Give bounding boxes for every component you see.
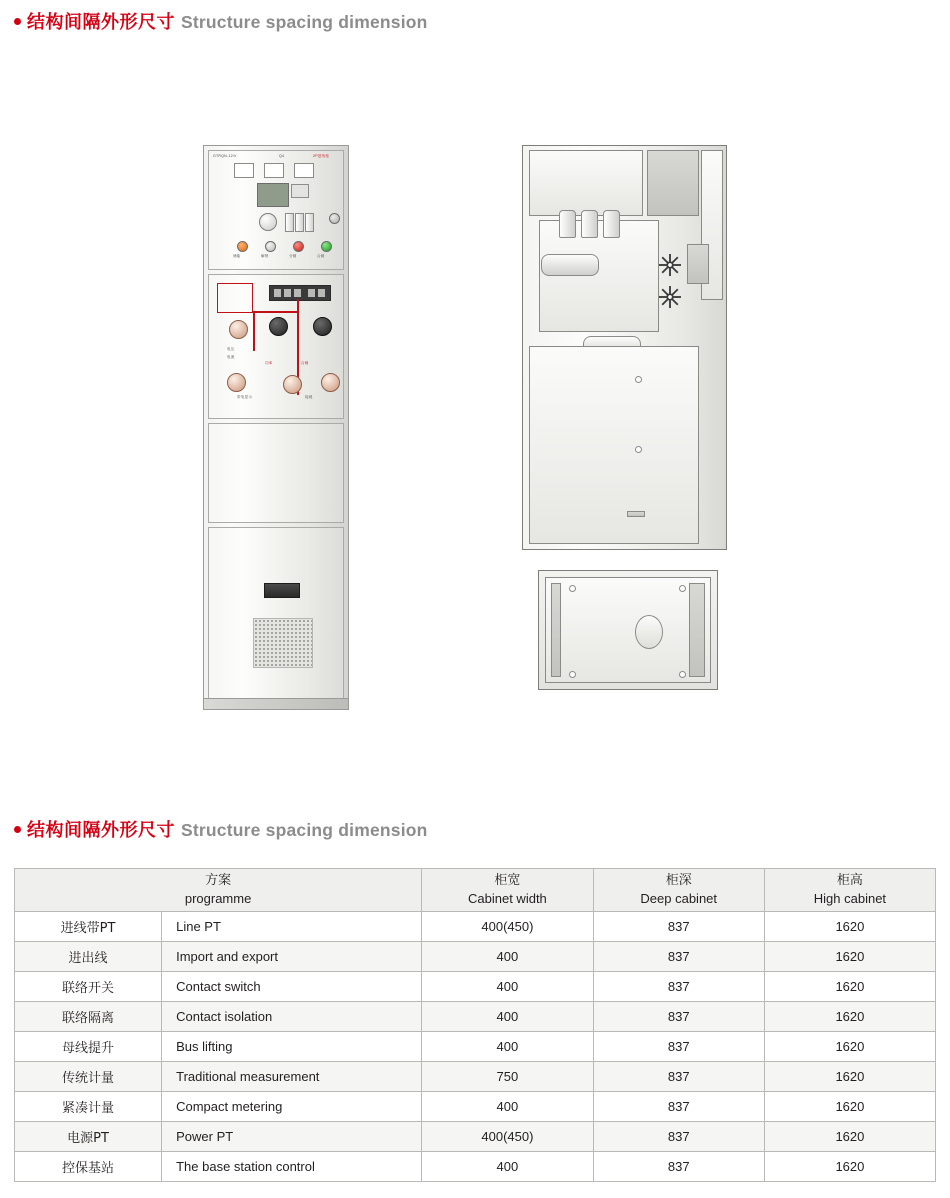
- section-heading-top-en: Structure spacing dimension: [181, 12, 428, 32]
- mechanism-box: [687, 244, 709, 284]
- cabinet-side-view: [522, 145, 727, 550]
- table-header: [15, 869, 936, 912]
- cell-cabinet-width: 400: [422, 972, 593, 1002]
- terminal-a2: [227, 373, 246, 392]
- header-programme-cn: 方案: [205, 873, 232, 889]
- cell-cabinet-width: 400: [422, 1032, 593, 1062]
- table-row: [15, 912, 936, 942]
- panel-cell-label: Q4: [279, 154, 285, 158]
- table-body: [15, 912, 936, 1182]
- table-row: [15, 942, 936, 972]
- front-panel-cable: [208, 527, 344, 705]
- side-gas-tank: [539, 220, 659, 332]
- table-row: [15, 1122, 936, 1152]
- cell-scheme-en: The base station control: [162, 1152, 422, 1182]
- mimic-branch: [253, 311, 255, 351]
- cell-cabinet-height: 1620: [764, 1002, 935, 1032]
- cell-cabinet-depth: 837: [593, 912, 764, 942]
- mimic-label-2: 电流: [227, 355, 235, 359]
- door-handle[interactable]: [264, 583, 300, 598]
- header-depth-en: Deep cabinet: [640, 891, 718, 906]
- plan-outer-frame: [545, 577, 711, 683]
- switch-slot-1[interactable]: [285, 213, 294, 232]
- cabinet-base: [204, 698, 348, 709]
- cell-scheme-cn: 进线带PT: [15, 912, 162, 942]
- front-panel-mimic: [208, 274, 344, 419]
- meter-display-right: [294, 163, 314, 178]
- front-panel-control: [208, 150, 344, 270]
- terminal-c2: [321, 373, 340, 392]
- cell-cabinet-depth: 837: [593, 1092, 764, 1122]
- mimic-label-4: 合闸: [301, 361, 309, 365]
- spec-table: [14, 868, 936, 1182]
- button-label-4: 合闸: [317, 254, 325, 258]
- header-width: [422, 869, 593, 912]
- indicator-grid: [291, 184, 309, 198]
- mimic-indicator-box: [269, 285, 331, 301]
- section-heading-bottom-cn: 结构间隔外形尺寸: [27, 820, 175, 841]
- header-width-cn: 柜宽: [494, 873, 521, 889]
- mimic-label-5: 带电显示: [237, 395, 253, 399]
- cell-cabinet-depth: 837: [593, 1002, 764, 1032]
- cell-cabinet-width: 400(450): [422, 1122, 593, 1152]
- key-switch[interactable]: [329, 213, 340, 224]
- gear-icon-lower: [659, 286, 681, 308]
- selector-dial[interactable]: [259, 213, 277, 231]
- bushing-1: [559, 210, 576, 238]
- header-depth-cn: 柜深: [665, 873, 692, 889]
- cell-cabinet-depth: 837: [593, 1032, 764, 1062]
- cell-cabinet-width: 400: [422, 942, 593, 972]
- lcd-screen[interactable]: [257, 183, 289, 207]
- plan-screw-4: [679, 671, 686, 678]
- cell-scheme-en: Traditional measurement: [162, 1062, 422, 1092]
- bullet-icon: [14, 18, 21, 25]
- header-programme: [15, 869, 422, 912]
- table-row: [15, 1062, 936, 1092]
- table-row: [15, 1092, 936, 1122]
- side-cable-compartment: [529, 346, 699, 544]
- cell-cabinet-width: 400: [422, 1152, 593, 1182]
- cell-scheme-cn: 控保基站: [15, 1152, 162, 1182]
- cabinet-front-view: [203, 145, 349, 710]
- cell-cabinet-height: 1620: [764, 1062, 935, 1092]
- side-top-right-compartment: [647, 150, 699, 216]
- ventilation-grille: [253, 618, 313, 668]
- mimic-label-3: 功率: [265, 361, 273, 365]
- header-width-en: Cabinet width: [468, 891, 547, 906]
- button-label-1: 储能: [233, 254, 241, 258]
- cell-scheme-cn: 电源PT: [15, 1122, 162, 1152]
- mimic-frame: [217, 283, 253, 313]
- meter-display-mid: [264, 163, 284, 178]
- table-header-row: [15, 869, 936, 912]
- cell-scheme-en: Compact metering: [162, 1092, 422, 1122]
- section-heading-top-cn: 结构间隔外形尺寸: [27, 12, 175, 33]
- screw-1: [635, 376, 642, 383]
- cell-cabinet-width: 750: [422, 1062, 593, 1092]
- terminal-b2: [283, 375, 302, 394]
- mimic-label-6: 接地: [305, 395, 313, 399]
- side-bottom-tab: [627, 511, 645, 517]
- section-heading-bottom-en: Structure spacing dimension: [181, 820, 428, 840]
- mimic-label-1: 电压: [227, 347, 235, 351]
- cell-cabinet-height: 1620: [764, 942, 935, 972]
- cell-cabinet-height: 1620: [764, 1092, 935, 1122]
- header-height-cn: 柜高: [836, 873, 863, 889]
- plan-screw-1: [569, 585, 576, 592]
- cell-scheme-en: Import and export: [162, 942, 422, 972]
- plan-right-rail: [689, 583, 705, 677]
- cell-cabinet-depth: 837: [593, 1152, 764, 1182]
- terminal-b1: [269, 317, 288, 336]
- table-row: [15, 972, 936, 1002]
- mimic-bus-horizontal: [253, 311, 299, 313]
- plan-left-rail: [551, 583, 561, 677]
- plan-screw-3: [569, 671, 576, 678]
- meter-display-left: [234, 163, 254, 178]
- section-heading-top: [14, 8, 428, 34]
- header-height: [764, 869, 935, 912]
- table-row: [15, 1152, 936, 1182]
- cell-cabinet-height: 1620: [764, 912, 935, 942]
- switch-slot-2[interactable]: [295, 213, 304, 232]
- unlock-button[interactable]: [265, 241, 276, 252]
- cell-cabinet-height: 1620: [764, 1152, 935, 1182]
- cell-scheme-en: Power PT: [162, 1122, 422, 1152]
- cell-cabinet-depth: 837: [593, 1122, 764, 1152]
- front-panel-blank: [208, 423, 344, 523]
- cell-cabinet-width: 400: [422, 1002, 593, 1032]
- cell-scheme-en: Contact isolation: [162, 1002, 422, 1032]
- header-depth: [593, 869, 764, 912]
- cell-cabinet-depth: 837: [593, 1062, 764, 1092]
- bushing-2: [581, 210, 598, 238]
- button-label-3: 分闸: [289, 254, 297, 258]
- charge-button[interactable]: [237, 241, 248, 252]
- cell-cabinet-height: 1620: [764, 1032, 935, 1062]
- bullet-icon: [14, 826, 21, 833]
- switch-slot-3[interactable]: [305, 213, 314, 232]
- open-button[interactable]: [293, 241, 304, 252]
- section-heading-bottom: [14, 816, 428, 842]
- cell-scheme-cn: 母线提升: [15, 1032, 162, 1062]
- header-height-en: High cabinet: [813, 891, 887, 906]
- panel-unit-label: 2P进线柜: [313, 154, 330, 158]
- cabinet-plan-view: [538, 570, 718, 690]
- plan-hole: [635, 615, 663, 649]
- cell-cabinet-height: 1620: [764, 972, 935, 1002]
- header-programme-en: programme: [184, 891, 252, 906]
- cell-scheme-cn: 传统计量: [15, 1062, 162, 1092]
- cell-scheme-cn: 联络开关: [15, 972, 162, 1002]
- cell-cabinet-depth: 837: [593, 942, 764, 972]
- table-row: [15, 1032, 936, 1062]
- side-top-left-compartment: [529, 150, 643, 216]
- cell-scheme-en: Contact switch: [162, 972, 422, 1002]
- terminal-a1: [229, 320, 248, 339]
- cell-scheme-cn: 进出线: [15, 942, 162, 972]
- screw-2: [635, 446, 642, 453]
- cable-elbow-upper: [541, 254, 599, 276]
- bushing-3: [603, 210, 620, 238]
- gear-icon-upper: [659, 254, 681, 276]
- panel-model-label: GTRQN-12/V: [213, 154, 237, 158]
- close-button[interactable]: [321, 241, 332, 252]
- table-row: [15, 1002, 936, 1032]
- cell-cabinet-width: 400(450): [422, 912, 593, 942]
- button-label-2: 解锁: [261, 254, 269, 258]
- cell-scheme-en: Bus lifting: [162, 1032, 422, 1062]
- cell-cabinet-depth: 837: [593, 972, 764, 1002]
- terminal-c1: [313, 317, 332, 336]
- cell-scheme-cn: 联络隔离: [15, 1002, 162, 1032]
- cell-scheme-cn: 紧凑计量: [15, 1092, 162, 1122]
- cell-scheme-en: Line PT: [162, 912, 422, 942]
- figure-area: [0, 120, 950, 720]
- plan-screw-2: [679, 585, 686, 592]
- cell-cabinet-height: 1620: [764, 1122, 935, 1152]
- cell-cabinet-width: 400: [422, 1092, 593, 1122]
